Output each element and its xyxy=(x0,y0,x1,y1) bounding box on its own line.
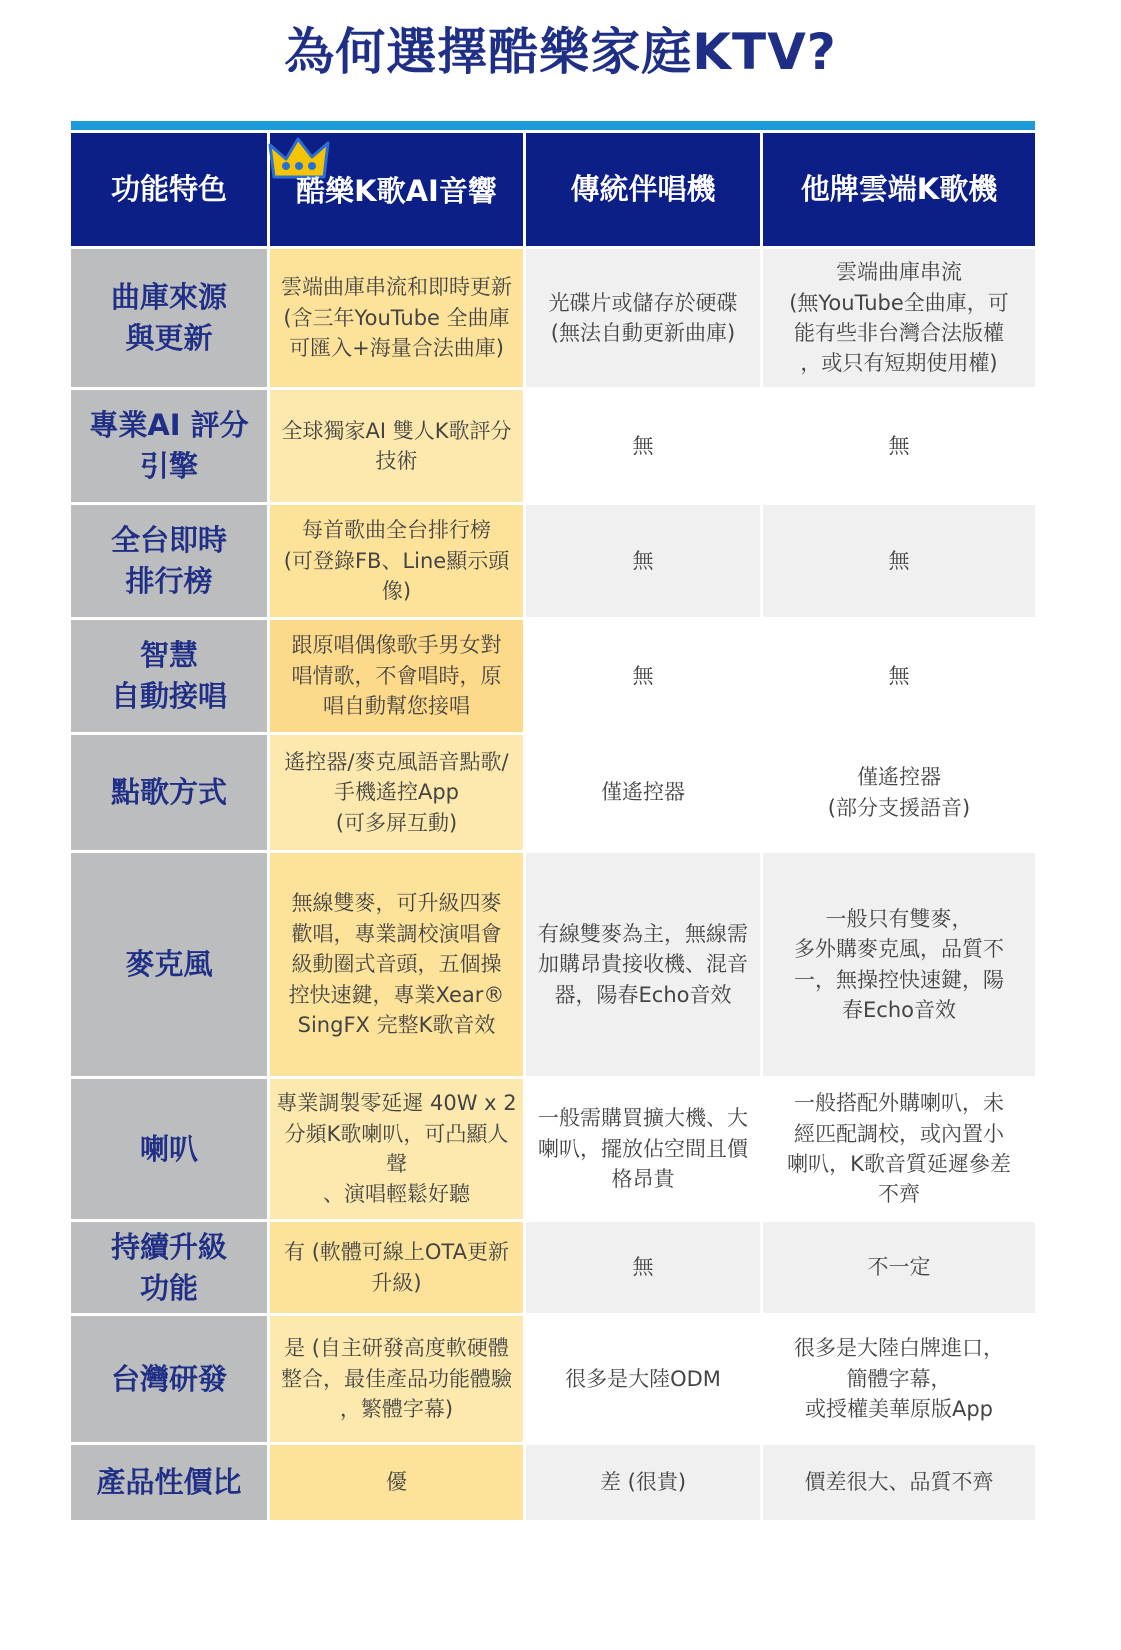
row-feature: 全台即時 排行榜 xyxy=(71,505,270,620)
row-ours: 跟原唱偶像歌手男女對 唱情歌，不會唱時，原 唱自動幫您接唱 xyxy=(270,620,526,735)
row-other: 很多是大陸白牌進口， 簡體字幕， 或授權美華原版App xyxy=(763,1316,1035,1445)
row-other: 不一定 xyxy=(763,1222,1035,1316)
row-ours: 全球獨家AI 雙人K歌評分 技術 xyxy=(270,390,526,505)
comparison-table xyxy=(71,133,1035,1523)
row-feature: 持續升級 功能 xyxy=(71,1222,270,1316)
row-other: 價差很大、品質不齊 xyxy=(763,1445,1035,1523)
row-feature: 曲庫來源 與更新 xyxy=(71,249,270,390)
table-row xyxy=(71,505,1035,620)
row-traditional: 一般需購買擴大機、大 喇叭，擺放佔空間且價 格昂貴 xyxy=(526,1079,763,1222)
row-other: 僅遙控器 (部分支援語音) xyxy=(763,735,1035,853)
row-feature: 產品性價比 xyxy=(71,1445,270,1523)
row-feature: 喇叭 xyxy=(71,1079,270,1222)
header-traditional: 傳統伴唱機 xyxy=(526,133,763,249)
row-other: 一般搭配外購喇叭，未 經匹配調校，或內置小 喇叭，K歌音質延遲參差 不齊 xyxy=(763,1079,1035,1222)
row-ours: 專業調製零延遲 40W x 2 分頻K歌喇叭，可凸顯人聲 、演唱輕鬆好聽 xyxy=(270,1079,526,1222)
row-ours: 遙控器/麥克風語音點歌/ 手機遙控App (可多屏互動) xyxy=(270,735,526,853)
row-feature: 智慧 自動接唱 xyxy=(71,620,270,735)
accent-bar xyxy=(71,121,1035,130)
row-ours: 雲端曲庫串流和即時更新 (含三年YouTube 全曲庫 可匯入+海量合法曲庫) xyxy=(270,249,526,390)
table-row xyxy=(71,735,1035,853)
table-row xyxy=(71,1316,1035,1445)
row-other: 雲端曲庫串流 (無YouTube全曲庫，可 能有些非台灣合法版權 ，或只有短期使用權) xyxy=(763,249,1035,390)
row-feature: 台灣研發 xyxy=(71,1316,270,1445)
row-traditional: 無 xyxy=(526,505,763,620)
row-other: 無 xyxy=(763,390,1035,505)
row-traditional: 僅遙控器 xyxy=(526,735,763,853)
row-feature: 點歌方式 xyxy=(71,735,270,853)
row-feature: 麥克風 xyxy=(71,853,270,1079)
table-row xyxy=(71,1079,1035,1222)
row-ours: 每首歌曲全台排行榜 (可登錄FB、Line顯示頭 像) xyxy=(270,505,526,620)
row-traditional: 無 xyxy=(526,1222,763,1316)
row-traditional: 很多是大陸ODM xyxy=(526,1316,763,1445)
row-ours: 有 (軟體可線上OTA更新 升級) xyxy=(270,1222,526,1316)
table-row xyxy=(71,620,1035,735)
header-other: 他牌雲端K歌機 xyxy=(763,133,1035,249)
table-row xyxy=(71,390,1035,505)
row-other: 無 xyxy=(763,620,1035,735)
header-ours-label: 酷樂K歌AI音響 xyxy=(296,174,497,209)
table-row xyxy=(71,1222,1035,1316)
row-traditional: 有線雙麥為主，無線需 加購昂貴接收機、混音 器，陽春Echo音效 xyxy=(526,853,763,1079)
table-header-row xyxy=(71,133,1035,249)
table-row xyxy=(71,249,1035,390)
table-row xyxy=(71,853,1035,1079)
row-ours: 優 xyxy=(270,1445,526,1523)
header-ours xyxy=(270,133,526,249)
page-title: 為何選擇酷樂家庭KTV? xyxy=(284,23,837,81)
row-other: 一般只有雙麥， 多外購麥克風，品質不 一，無操控快速鍵，陽 春Echo音效 xyxy=(763,853,1035,1079)
row-traditional: 無 xyxy=(526,620,763,735)
table-row xyxy=(71,1445,1035,1523)
row-traditional: 差 (很貴) xyxy=(526,1445,763,1523)
row-traditional: 無 xyxy=(526,390,763,505)
row-other: 無 xyxy=(763,505,1035,620)
row-traditional: 光碟片或儲存於硬碟 (無法自動更新曲庫) xyxy=(526,249,763,390)
row-ours: 是 (自主研發高度軟硬體 整合，最佳產品功能體驗 ，繁體字幕) xyxy=(270,1316,526,1445)
row-ours: 無線雙麥，可升級四麥 歡唱，專業調校演唱會 級動圈式音頭，五個操 控快速鍵，專業Xear® SingFX 完整K歌音效 xyxy=(270,853,526,1079)
header-feature: 功能特色 xyxy=(71,133,270,249)
row-feature: 專業AI 評分 引擎 xyxy=(71,390,270,505)
